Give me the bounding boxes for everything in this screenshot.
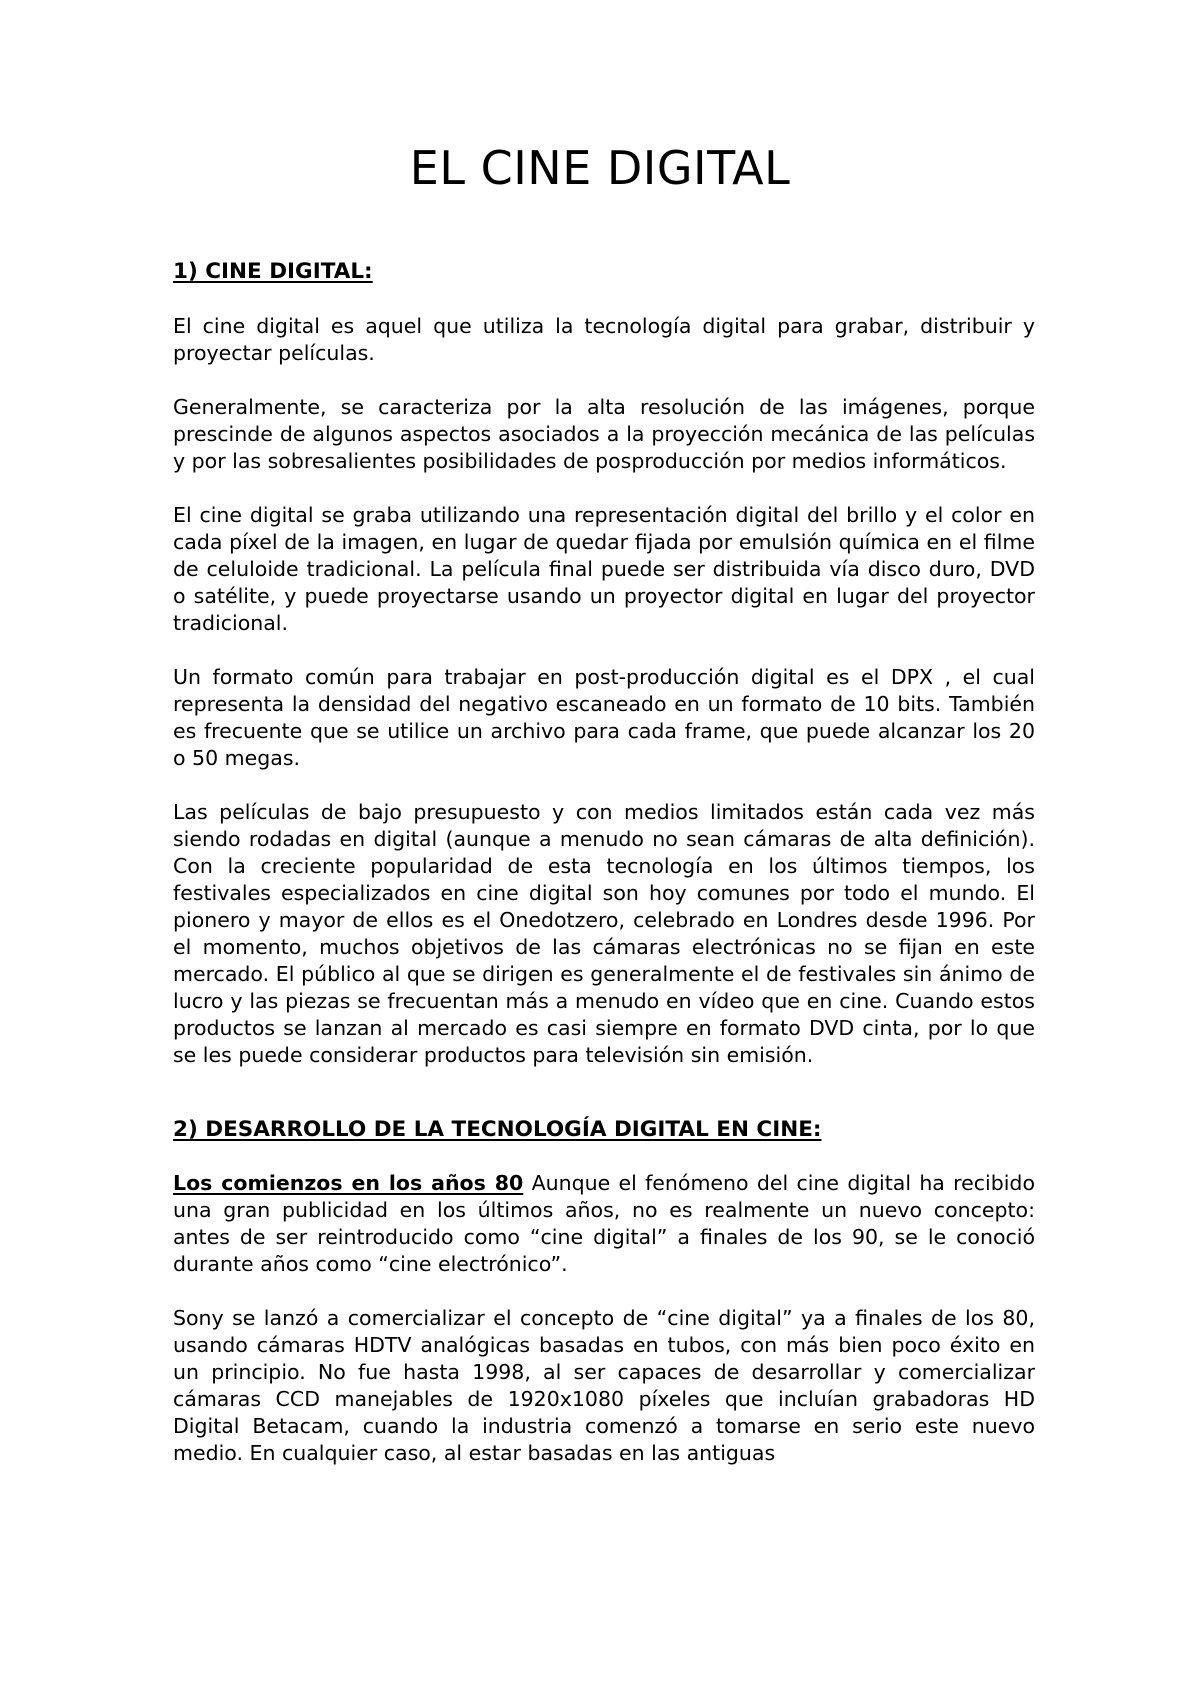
- paragraph: Generalmente, se caracteriza por la alta resolución de las imágenes, porque prescinde de algunos aspectos asociados a la proyección mecánica de las películas y por las sobresalientes posibilidades de posproducción por medios informáticos.: [173, 395, 1035, 473]
- paragraph: El cine digital se graba utilizando una representación digital del brillo y el color en cada píxel de la imagen, en lugar de quedar fijada por emulsión química en el filme de celuloide tradicional. La película final puede ser distribuida vía disco duro, DVD o satélite, y puede proyectarse usando un proyector digital en lugar del proyector tradicional.: [173, 503, 1035, 635]
- subsection-lead-text: Aunque el fenómeno del cine digital ha recibido una gran publicidad en los últimos años, no es realmente un nuevo concepto: antes de ser reintroducido como “cine digital” a finales de los 90, se le conoció durante años como “cine electrónico”.: [173, 1171, 1035, 1276]
- document-body: [173, 258, 1035, 1494]
- paragraph: Sony se lanzó a comercializar el concepto de “cine digital” ya a finales de los 80, usando cámaras HDTV analógicas basadas en tubos, con más bien poco éxito en un principio. No fue hasta 1998, al ser capaces de desarrollar y comercializar cámaras CCD manejables de 1920x1080 píxeles que incluían grabadoras HD Digital Betacam, cuando la industria comenzó a tomarse en serio este nuevo medio. En cualquier caso, al estar basadas en las antiguas: [173, 1306, 1035, 1465]
- paragraph-with-lead: [173, 1170, 1035, 1278]
- section-heading-cine-digital: 1) CINE DIGITAL:: [173, 259, 373, 284]
- paragraph: El cine digital es aquel que utiliza la tecnología digital para grabar, distribuir y proyectar películas.: [173, 314, 1035, 365]
- section-heading-desarrollo: 2) DESARROLLO DE LA TECNOLOGÍA DIGITAL EN CINE:: [173, 1117, 822, 1142]
- document-title: EL CINE DIGITAL: [409, 141, 791, 195]
- subsection-lead: Los comienzos en los años 80: [173, 1171, 524, 1195]
- paragraph: Las películas de bajo presupuesto y con medios limitados están cada vez más siendo rodadas en digital (aunque a menudo no sean cámaras de alta definición). Con la creciente popularidad de esta tecnología en los últimos tiempos, los festivales especializados en cine digital son hoy comunes por todo el mundo. El pionero y mayor de ellos es el Onedotzero, celebrado en Londres desde 1996. Por el momento, muchos objetivos de las cámaras electrónicas no se fijan en este mercado. El público al que se dirigen es generalmente el de festivales sin ánimo de lucro y las piezas se frecuentan más a menudo en vídeo que en cine. Cuando estos productos se lanzan al mercado es casi siempre en formato DVD cinta, por lo que se les puede considerar productos para televisión sin emisión.: [173, 800, 1035, 1067]
- paragraph: Un formato común para trabajar en post-producción digital es el DPX , el cual representa la densidad del negativo escaneado en un formato de 10 bits. También es frecuente que se utilice un archivo para cada frame, que puede alcanzar los 20 o 50 megas.: [173, 665, 1035, 770]
